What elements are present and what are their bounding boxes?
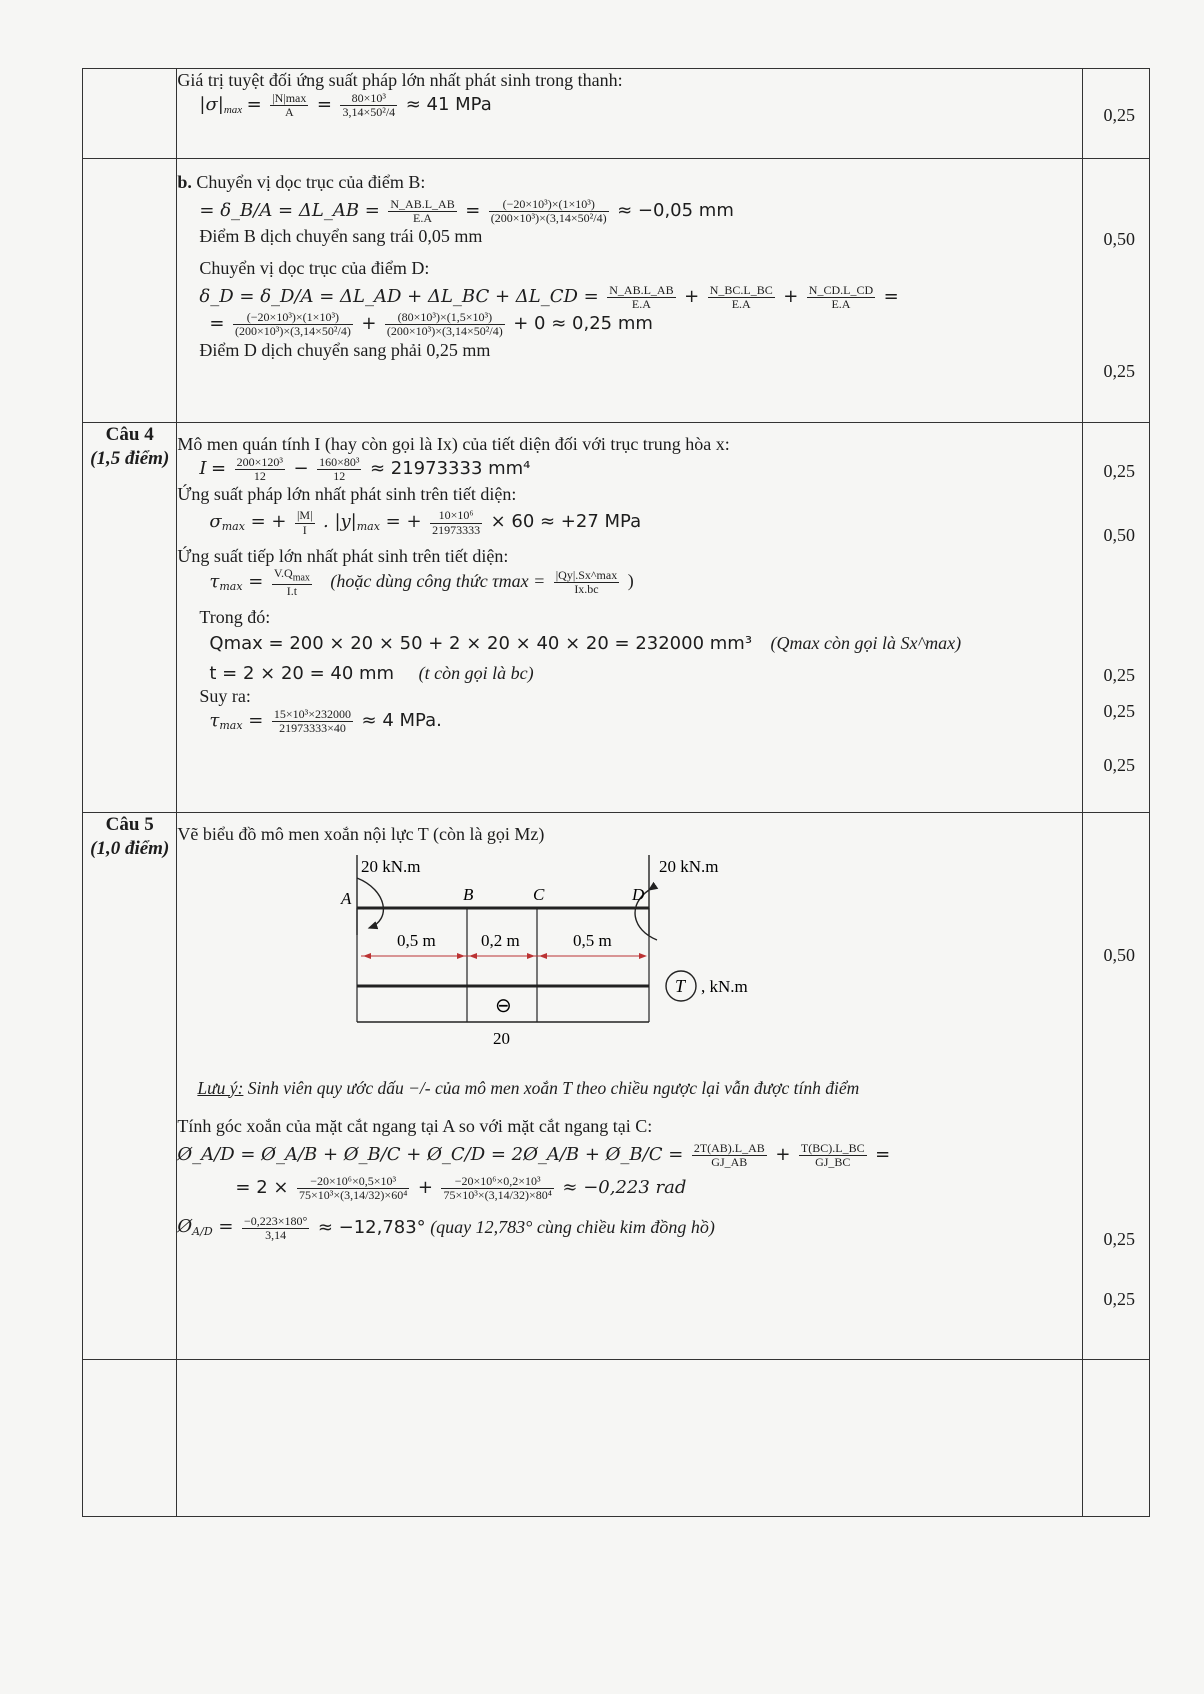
where-text: Trong đó:	[199, 606, 271, 627]
phi-formula-line2: = 2 × $\frac{\text{−20×10⁶×0,5×10³}}{\text{75×10³×(3,14/32)×60⁴}}$ + $\frac{\text{−20×10⁶×0,2×10³}}{\text{75×10³×(3,14/32)×80⁴}}$ ≈ −0,223 rad	[235, 1174, 687, 1203]
minus-sign-icon: ⊖	[495, 994, 513, 1017]
length-bc: 0,2 m	[481, 930, 521, 950]
moment-label-right: 20 kN.m	[659, 856, 719, 876]
torque-title: Vẽ biểu đồ mô men xoắn nội lực T (còn là gọi Mz)	[177, 824, 545, 844]
points: 0,50	[1103, 229, 1135, 249]
b-moves-text: Điểm B dịch chuyển sang trái 0,05 mm	[199, 225, 483, 246]
points: 0,50	[1103, 525, 1135, 545]
t-unit: , kN.m	[701, 976, 749, 996]
length-cd: 0,5 m	[573, 930, 613, 950]
points: 0,25	[1103, 755, 1135, 775]
table-row: b. Chuyển vị dọc trục của điểm B: = δ_B/A = ΔL_AB = $\frac{N\_AB.L\_AB}{E.A}$ = $\frac{\text{(−20×10³)×(1×10³)}}{\text{(200×10³)×(3,14×50²/4)}}$ ≈ −0,05 mm Điểm B dịch chuyển sang trái 0,05 mm Chuyển vị dọc trục của điểm D: δ_D = δ_D/A = ΔL_AD + ΔL_BC + ΔL_CD = $\frac{N\_AB.L\_AB}{E.A}$ + $\frac{N\_BC.L\_BC}{E.A}$ + $\frac{N\_CD.L\_CD}{E.A}$ = = $\frac{\text{(−20×10³)×(1×10³)}}{\text{(200×10³)×(3,14×50²/4)}}$ + $\frac{\text{(80×10³)×(1,5×10³)}}{\text{(200×10³)×(3,14×50²/4)}}$ + 0 ≈ 0,25 mm Điểm D dịch chuyển sang phải 0,25 mm 0,50 0,25	[83, 159, 1150, 423]
moment-label-left: 20 kN.m	[361, 856, 421, 876]
point-a: A	[341, 888, 352, 908]
deltaB-formula: = δ_B/A = ΔL_AB = $\frac{N\_AB.L\_AB}{E.A}$ = $\frac{\text{(−20×10³)×(1×10³)}}{\text{(200×10³)×(3,14×50²/4)}}$ ≈ −0,05 mm	[199, 196, 734, 225]
note-text: Sinh viên quy ước dấu −/- của mô men xoắn T theo chiều ngược lại vẫn được tính điểm	[247, 1077, 860, 1098]
angle-text: Tính góc xoắn của mặt cắt ngang tại A so với mặt cắt ngang tại C:	[177, 1116, 653, 1137]
point-b: B	[463, 884, 474, 904]
d-moves-text: Điểm D dịch chuyển sang phải 0,25 mm	[199, 339, 491, 360]
inertia-text: Mô men quán tính I (hay còn gọi là Ix) của tiết diện đối với trục trung hòa x:	[177, 434, 730, 454]
deltaB-title: Chuyển vị dọc trục của điểm B:	[196, 172, 426, 192]
deltaD-title: Chuyển vị dọc trục của điểm D:	[199, 258, 430, 279]
table-row	[83, 813, 1150, 1360]
table-row	[83, 423, 1150, 813]
t-formula: t = 2 × 20 = 40 mm	[209, 662, 395, 684]
points: 0,25	[1103, 461, 1135, 481]
suy-ra-text: Suy ra:	[199, 686, 251, 707]
point-d: D	[632, 884, 645, 904]
question-points: (1,5 điểm)	[90, 447, 170, 469]
tau-formula: $\tau_{max}$ = $\frac{V.Q_{max}}{I.t}$ (hoặc dùng công thức τmax = $\frac{|Qy|.Sx\^{}\max}{Ix.bc}$ )	[209, 566, 634, 598]
points: 0,25	[1103, 1229, 1135, 1249]
sigma-formula: $\sigma_{max}$ = + $\frac{|M|}{I}$ . $|y|_{max}$ = + $\frac{\text{10×10⁶}}{21973333}$ × 60 ≈ +27 MPa	[209, 508, 642, 537]
note-prefix: Lưu ý:	[197, 1077, 244, 1098]
question-label: Câu 4	[105, 424, 154, 445]
sigma-abs-text: Giá trị tuyệt đối ứng suất pháp lớn nhất phát sinh trong thanh:	[177, 70, 623, 90]
torque-diagram	[327, 850, 1027, 1070]
t-value: 20	[493, 1028, 511, 1048]
length-ab: 0,5 m	[397, 930, 437, 950]
points: 0,25	[1103, 1289, 1135, 1309]
answer-table	[82, 68, 1150, 1517]
t-symbol: T	[675, 975, 686, 996]
points: 0,25	[1103, 105, 1135, 125]
phi-degree-formula: $Ø_{A/D}$ = $\frac{-0,223\times 180^\circ}{3,14}$ ≈ −12,783° (quay 12,783° cùng chiều kim đồng hồ)	[177, 1213, 715, 1242]
q-note: (Qmax còn gọi là Sx^max)	[770, 633, 962, 654]
points: 0,25	[1103, 701, 1135, 721]
deltaD-formula: δ_D = δ_D/A = ΔL_AD + ΔL_BC + ΔL_CD = $\frac{N\_AB.L\_AB}{E.A}$ + $\frac{N\_BC.L\_BC}{E.A}$ + $\frac{N\_CD.L\_CD}{E.A}$ =	[199, 282, 899, 312]
points: 0,50	[1103, 945, 1135, 965]
tau-final-formula: $\tau_{max}$ = $\frac{\text{15×10³×232000}}{21973333\times 40}$ ≈ 4 MPa.	[209, 706, 442, 736]
tau-text: Ứng suất tiếp lớn nhất phát sinh trên tiết diện:	[177, 545, 509, 566]
sigma-abs-formula: $|\sigma|_{max}$ = $\frac{|N|\max}{A}$ = $\frac{\text{80×10³}}{\text{3,14×50²/4}}$ ≈ 41 MPa	[199, 90, 492, 119]
points: 0,25	[1103, 665, 1135, 685]
inertia-formula: I = $\frac{\text{200×120³}}{12}$ − $\frac{\text{160×80³}}{12}$ ≈ 21973333 mm⁴	[199, 454, 531, 483]
table-row	[83, 1360, 1150, 1517]
q-formula: Qmax = 200 × 20 × 50 + 2 × 20 × 40 × 20 = 232000 mm³	[209, 633, 753, 655]
point-c: C	[533, 884, 545, 904]
table-row	[83, 69, 1150, 159]
moment-arrow-left	[357, 878, 383, 928]
question-points: (1,0 điểm)	[90, 837, 170, 859]
points: 0,25	[1103, 361, 1135, 381]
deltaD-formula-line2: = $\frac{\text{(−20×10³)×(1×10³)}}{\text{(200×10³)×(3,14×50²/4)}}$ + $\frac{\text{(80×10³)×(1,5×10³)}}{\text{(200×10³)×(3,14×50²/4)}}$ + 0 ≈ 0,25 mm	[209, 310, 653, 339]
t-note: (t còn gọi là bc)	[418, 662, 534, 683]
sigma-text: Ứng suất pháp lớn nhất phát sinh trên tiết diện:	[177, 483, 517, 504]
phi-formula: Ø_A/D = Ø_A/B + Ø_B/C + Ø_C/D = 2Ø_A/B + Ø_B/C = $\frac{2T(AB).L\_AB}{GJ\_AB}$ + $\frac{T(BC).L\_BC}{GJ\_BC}$ =	[177, 1140, 891, 1170]
question-label: Câu 5	[105, 814, 154, 835]
